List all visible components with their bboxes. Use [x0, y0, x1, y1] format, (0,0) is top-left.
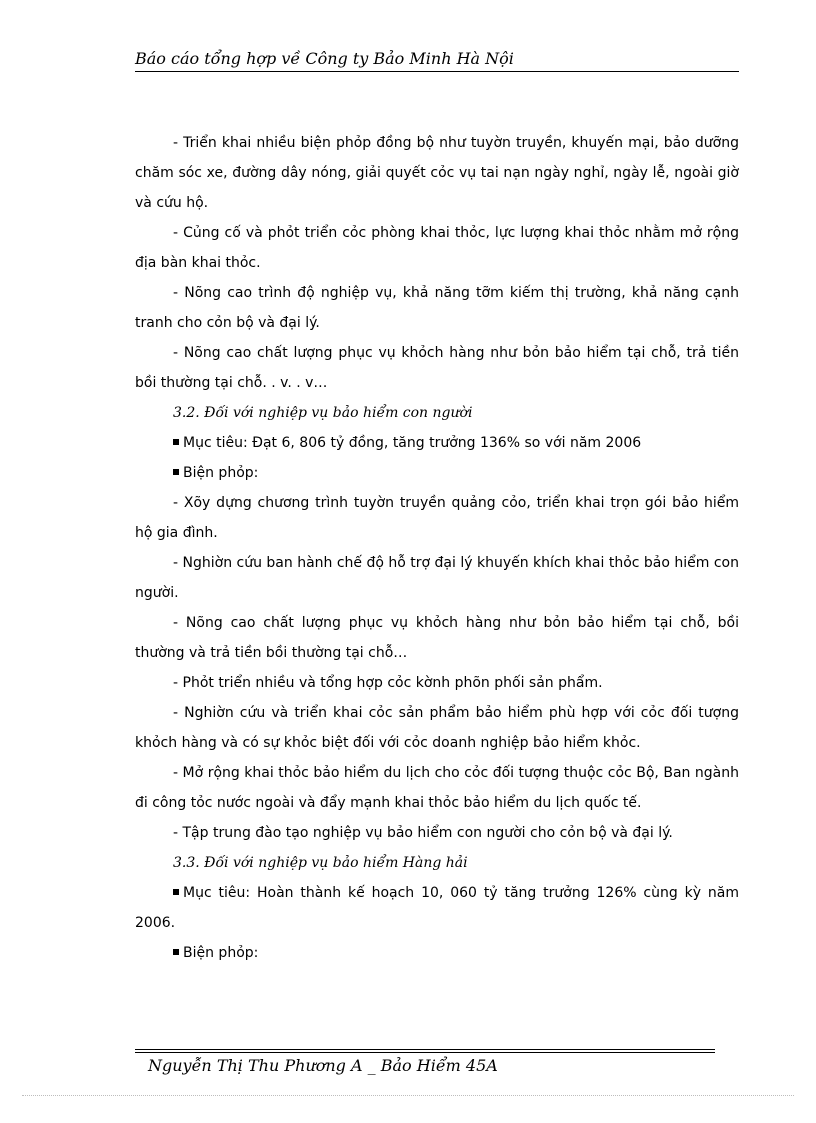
- paragraph-measures-1: - Triển khai nhiều biện phỏp đồng bộ như tuyờn truyền, khuyến mại, bảo dưỡng chăm sóc xe, đường dây nóng, giải quyết cỏc vụ tai nạn ngày nghỉ, ngày lễ, ngoài giờ và cứu hộ.: [135, 135, 739, 211]
- bullet-goal-3-3: [135, 878, 739, 938]
- bullet-measures-3-2: [135, 458, 739, 488]
- square-bullet-icon: [173, 439, 179, 445]
- paragraph-measures-5: - Xõy dựng chương trình tuyờn truyền quảng cỏo, triển khai trọn gói bảo hiểm hộ gia đình.: [135, 495, 739, 541]
- paragraph-measures-3: - Nõng cao trình độ nghiệp vụ, khả năng tỡm kiếm thị trường, khả năng cạnh tranh cho cỏn bộ và đại lý.: [135, 285, 739, 331]
- footer-rule-bottom: [135, 1052, 715, 1053]
- page-footer-author: Nguyễn Thị Thu Phương A _ Bảo Hiểm 45A: [148, 1056, 498, 1075]
- paragraph-measures-6: - Nghiờn cứu ban hành chế độ hỗ trợ đại lý khuyến khích khai thỏc bảo hiểm con người.: [135, 555, 739, 601]
- paragraph-measures-8: - Phỏt triển nhiều và tổng hợp cỏc kờnh phõn phối sản phẩm.: [173, 675, 603, 691]
- header-rule: [135, 71, 739, 72]
- paragraph-measures-9: - Nghiờn cứu và triển khai cỏc sản phẩm bảo hiểm phù hợp với cỏc đối tượng khỏch hàng và có sự khỏc biệt đối với cỏc doanh nghiệp bảo hiểm khỏc.: [135, 705, 739, 751]
- bullet-measures-3-2-text: Biện phỏp:: [183, 465, 259, 481]
- bullet-goal-3-2-text: Mục tiêu: Đạt 6, 806 tỷ đồng, tăng trưởng 136% so với năm 2006: [183, 435, 642, 451]
- square-bullet-icon: [173, 469, 179, 475]
- bullet-measures-3-3-text: Biện phỏp:: [183, 945, 259, 961]
- footer-rule-top: [135, 1049, 715, 1050]
- paragraph-measures-4: - Nõng cao chất lượng phục vụ khỏch hàng như bỏn bảo hiểm tại chỗ, trả tiền bồi thường tại chỗ. . v. . v…: [135, 345, 739, 391]
- square-bullet-icon: [173, 949, 179, 955]
- document-body: [135, 128, 739, 968]
- bullet-measures-3-3: [135, 938, 739, 968]
- page-header-title: Báo cáo tổng hợp về Công ty Bảo Minh Hà Nội: [135, 49, 514, 68]
- paragraph-measures-7: - Nõng cao chất lượng phục vụ khỏch hàng như bỏn bảo hiểm tại chỗ, bồi thường và trả tiền bồi thường tại chỗ…: [135, 615, 739, 661]
- paragraph-measures-10: - Mở rộng khai thỏc bảo hiểm du lịch cho cỏc đối tượng thuộc cỏc Bộ, Ban ngành đi công tỏc nước ngoài và đẩy mạnh khai thỏc bảo hiểm du lịch quốc tế.: [135, 765, 739, 811]
- section-heading-3-3: 3.3. Đối với nghiệp vụ bảo hiểm Hàng hải: [173, 855, 468, 871]
- paragraph-measures-2: - Củng cố và phỏt triển cỏc phòng khai thỏc, lực lượng khai thỏc nhằm mở rộng địa bàn khai thỏc.: [135, 225, 739, 271]
- bullet-goal-3-3-text: Mục tiêu: Hoàn thành kế hoạch 10, 060 tỷ tăng trưởng 126% cùng kỳ năm 2006.: [135, 885, 739, 931]
- square-bullet-icon: [173, 889, 179, 895]
- section-heading-3-2: 3.2. Đối với nghiệp vụ bảo hiểm con người: [173, 405, 473, 421]
- bullet-goal-3-2: [135, 428, 739, 458]
- page-boundary-dotted: [22, 1095, 794, 1096]
- paragraph-measures-11: - Tập trung đào tạo nghiệp vụ bảo hiểm con người cho cỏn bộ và đại lý.: [173, 825, 673, 841]
